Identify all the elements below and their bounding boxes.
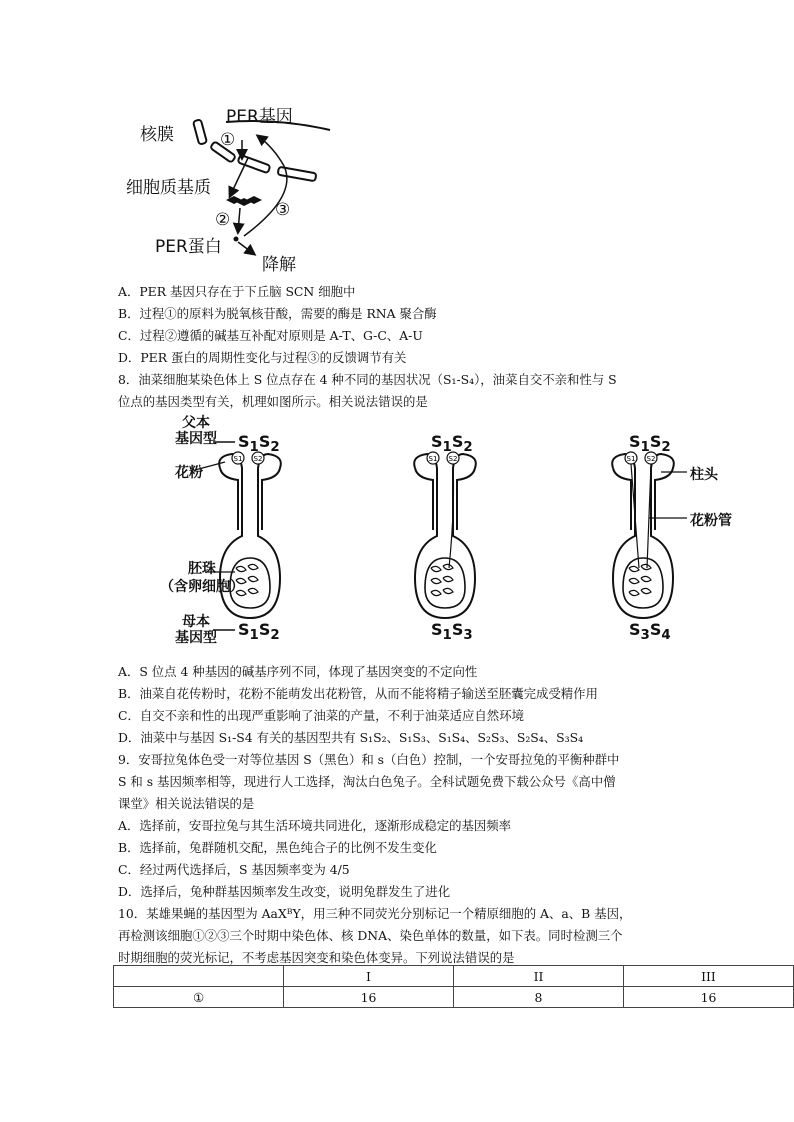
q8-option-a: A．S 位点 4 种基因的碱基序列不同，体现了基因突变的不定向性 xyxy=(118,664,478,679)
q9-option-a: A．选择前，安哥拉兔与其生活环境共同进化，逐渐形成稳定的基因频率 xyxy=(118,818,512,833)
q8-option-b: B．油菜自花传粉时，花粉不能萌发出花粉管，从而不能将精子输送至胚囊完成受精作用 xyxy=(118,686,598,701)
maternal-label: 母本 基因型 xyxy=(175,614,217,646)
table-cell: 16 xyxy=(283,987,453,1008)
table-cell: 16 xyxy=(623,987,793,1008)
q10-data-table xyxy=(113,965,794,1008)
arrow-step3 xyxy=(244,136,287,236)
q7-option-c: C．过程②遵循的碱基互补配对原则是 A-T、G-C、A-U xyxy=(118,328,423,343)
stigma-label: 柱头 xyxy=(690,467,718,483)
maternal-genotype-1: $S_1S_2$ xyxy=(238,620,280,644)
arrow-degradation xyxy=(238,242,254,254)
table-row xyxy=(114,987,794,1008)
maternal-genotype-3: $S_3S_4$ xyxy=(629,620,671,644)
q9-stem-line3: 课堂》相关说法错误的是 xyxy=(118,796,255,811)
svg-text:S2: S2 xyxy=(646,455,656,463)
paternal-genotype-2: $S_1S_2$ xyxy=(431,432,473,456)
pollen-label: 花粉 xyxy=(175,465,203,481)
q9-option-c: C．经过两代选择后，S 基因频率变为 4/5 xyxy=(118,862,350,877)
step1-label: ① xyxy=(220,130,236,150)
table-header-cell xyxy=(114,966,284,987)
table-cell: 8 xyxy=(454,987,624,1008)
per-protein-label: PER蛋白 xyxy=(155,237,222,257)
q8-stem-line2: 位点的基因类型有关，机理如图所示。相关说法错误的是 xyxy=(118,394,428,409)
paternal-genotype-1: $S_1S_2$ xyxy=(238,432,280,456)
maternal-genotype-2: $S_1S_3$ xyxy=(431,620,473,644)
per-gene-label: PER基因 xyxy=(226,107,293,127)
pollen-tube-label: 花粉管 xyxy=(690,513,732,529)
cytoplasm-label: 细胞质基质 xyxy=(126,178,211,198)
degradation-label: 降解 xyxy=(262,255,296,275)
q7-option-d: D．PER 蛋白的周期性变化与过程③的反馈调节有关 xyxy=(118,350,407,365)
q9-option-d: D．选择后，兔种群基因频率发生改变，说明兔群发生了进化 xyxy=(118,884,451,899)
pistil-3 xyxy=(612,452,674,618)
svg-text:S1: S1 xyxy=(626,455,636,463)
q8-option-d: D．油菜中与基因 S₁-S4 有关的基因型共有 S₁S₂、S₁S₃、S₁S₄、S₂S₃、S₂S₄、S₃S₄ xyxy=(118,730,584,745)
svg-text:S1: S1 xyxy=(428,455,438,463)
arrow-step2 xyxy=(238,208,240,232)
q7-option-b: B．过程①的原料为脱氧核苷酸，需要的酶是 RNA 聚合酶 xyxy=(118,306,437,321)
svg-text:S1: S1 xyxy=(233,455,243,463)
table-header-row xyxy=(114,966,794,987)
svg-text:S2: S2 xyxy=(253,455,263,463)
q8-stem-line1: 8．油菜细胞某染色体上 S 位点存在 4 种不同的基因状况（S₁-S₄），油菜自交不亲和性与 S xyxy=(118,372,617,387)
pistil-2 xyxy=(414,452,476,618)
table-cell: ① xyxy=(114,987,284,1008)
q10-stem-line2: 再检测该细胞①②③三个时期中染色体、核 DNA、染色单体的数量，如下表。同时检测三个 xyxy=(118,928,623,943)
paternal-genotype-3: $S_1S_2$ xyxy=(629,432,671,456)
q10-stem-line1: 10．某雄果蝇的基因型为 AaXᴮY，用三种不同荧光分别标记一个精原细胞的 A、a、B 基因， xyxy=(118,906,632,921)
q9-stem-line1: 9．安哥拉兔体色受一对等位基因 S（黑色）和 s（白色）控制，一个安哥拉兔的平衡种群中 xyxy=(118,752,620,767)
ribosome-icon xyxy=(226,196,262,206)
q7-option-a: A．PER 基因只存在于下丘脑 SCN 细胞中 xyxy=(118,284,356,299)
ovule-label: 胚珠 （含卵细胞） xyxy=(160,561,244,595)
q10-stem-line3: 时期细胞的荧光标记，不考虑基因突变和染色体变异。下列说法错误的是 xyxy=(118,950,515,965)
nuclear-membrane-segments xyxy=(193,119,316,181)
q9-option-b: B．选择前，兔群随机交配，黑色纯合子的比例不发生变化 xyxy=(118,840,437,855)
table-header-cell: III xyxy=(623,966,793,987)
nuclear-membrane-label: 核膜 xyxy=(140,125,174,145)
table-header-cell: I xyxy=(283,966,453,987)
paternal-label: 父本 基因型 xyxy=(175,415,217,447)
step3-label: ③ xyxy=(275,200,291,220)
q8-option-c: C．自交不亲和性的出现严重影响了油菜的产量，不利于油菜适应自然环境 xyxy=(118,708,524,723)
table-header-cell: II xyxy=(454,966,624,987)
q9-stem-line2: S 和 s 基因频率相等，现进行人工选择，淘汰白色兔子。全科试题免费下载公众号《高中僧 xyxy=(118,774,616,789)
svg-text:S2: S2 xyxy=(448,455,458,463)
per-protein-dot xyxy=(234,237,239,242)
step2-label: ② xyxy=(215,210,231,230)
